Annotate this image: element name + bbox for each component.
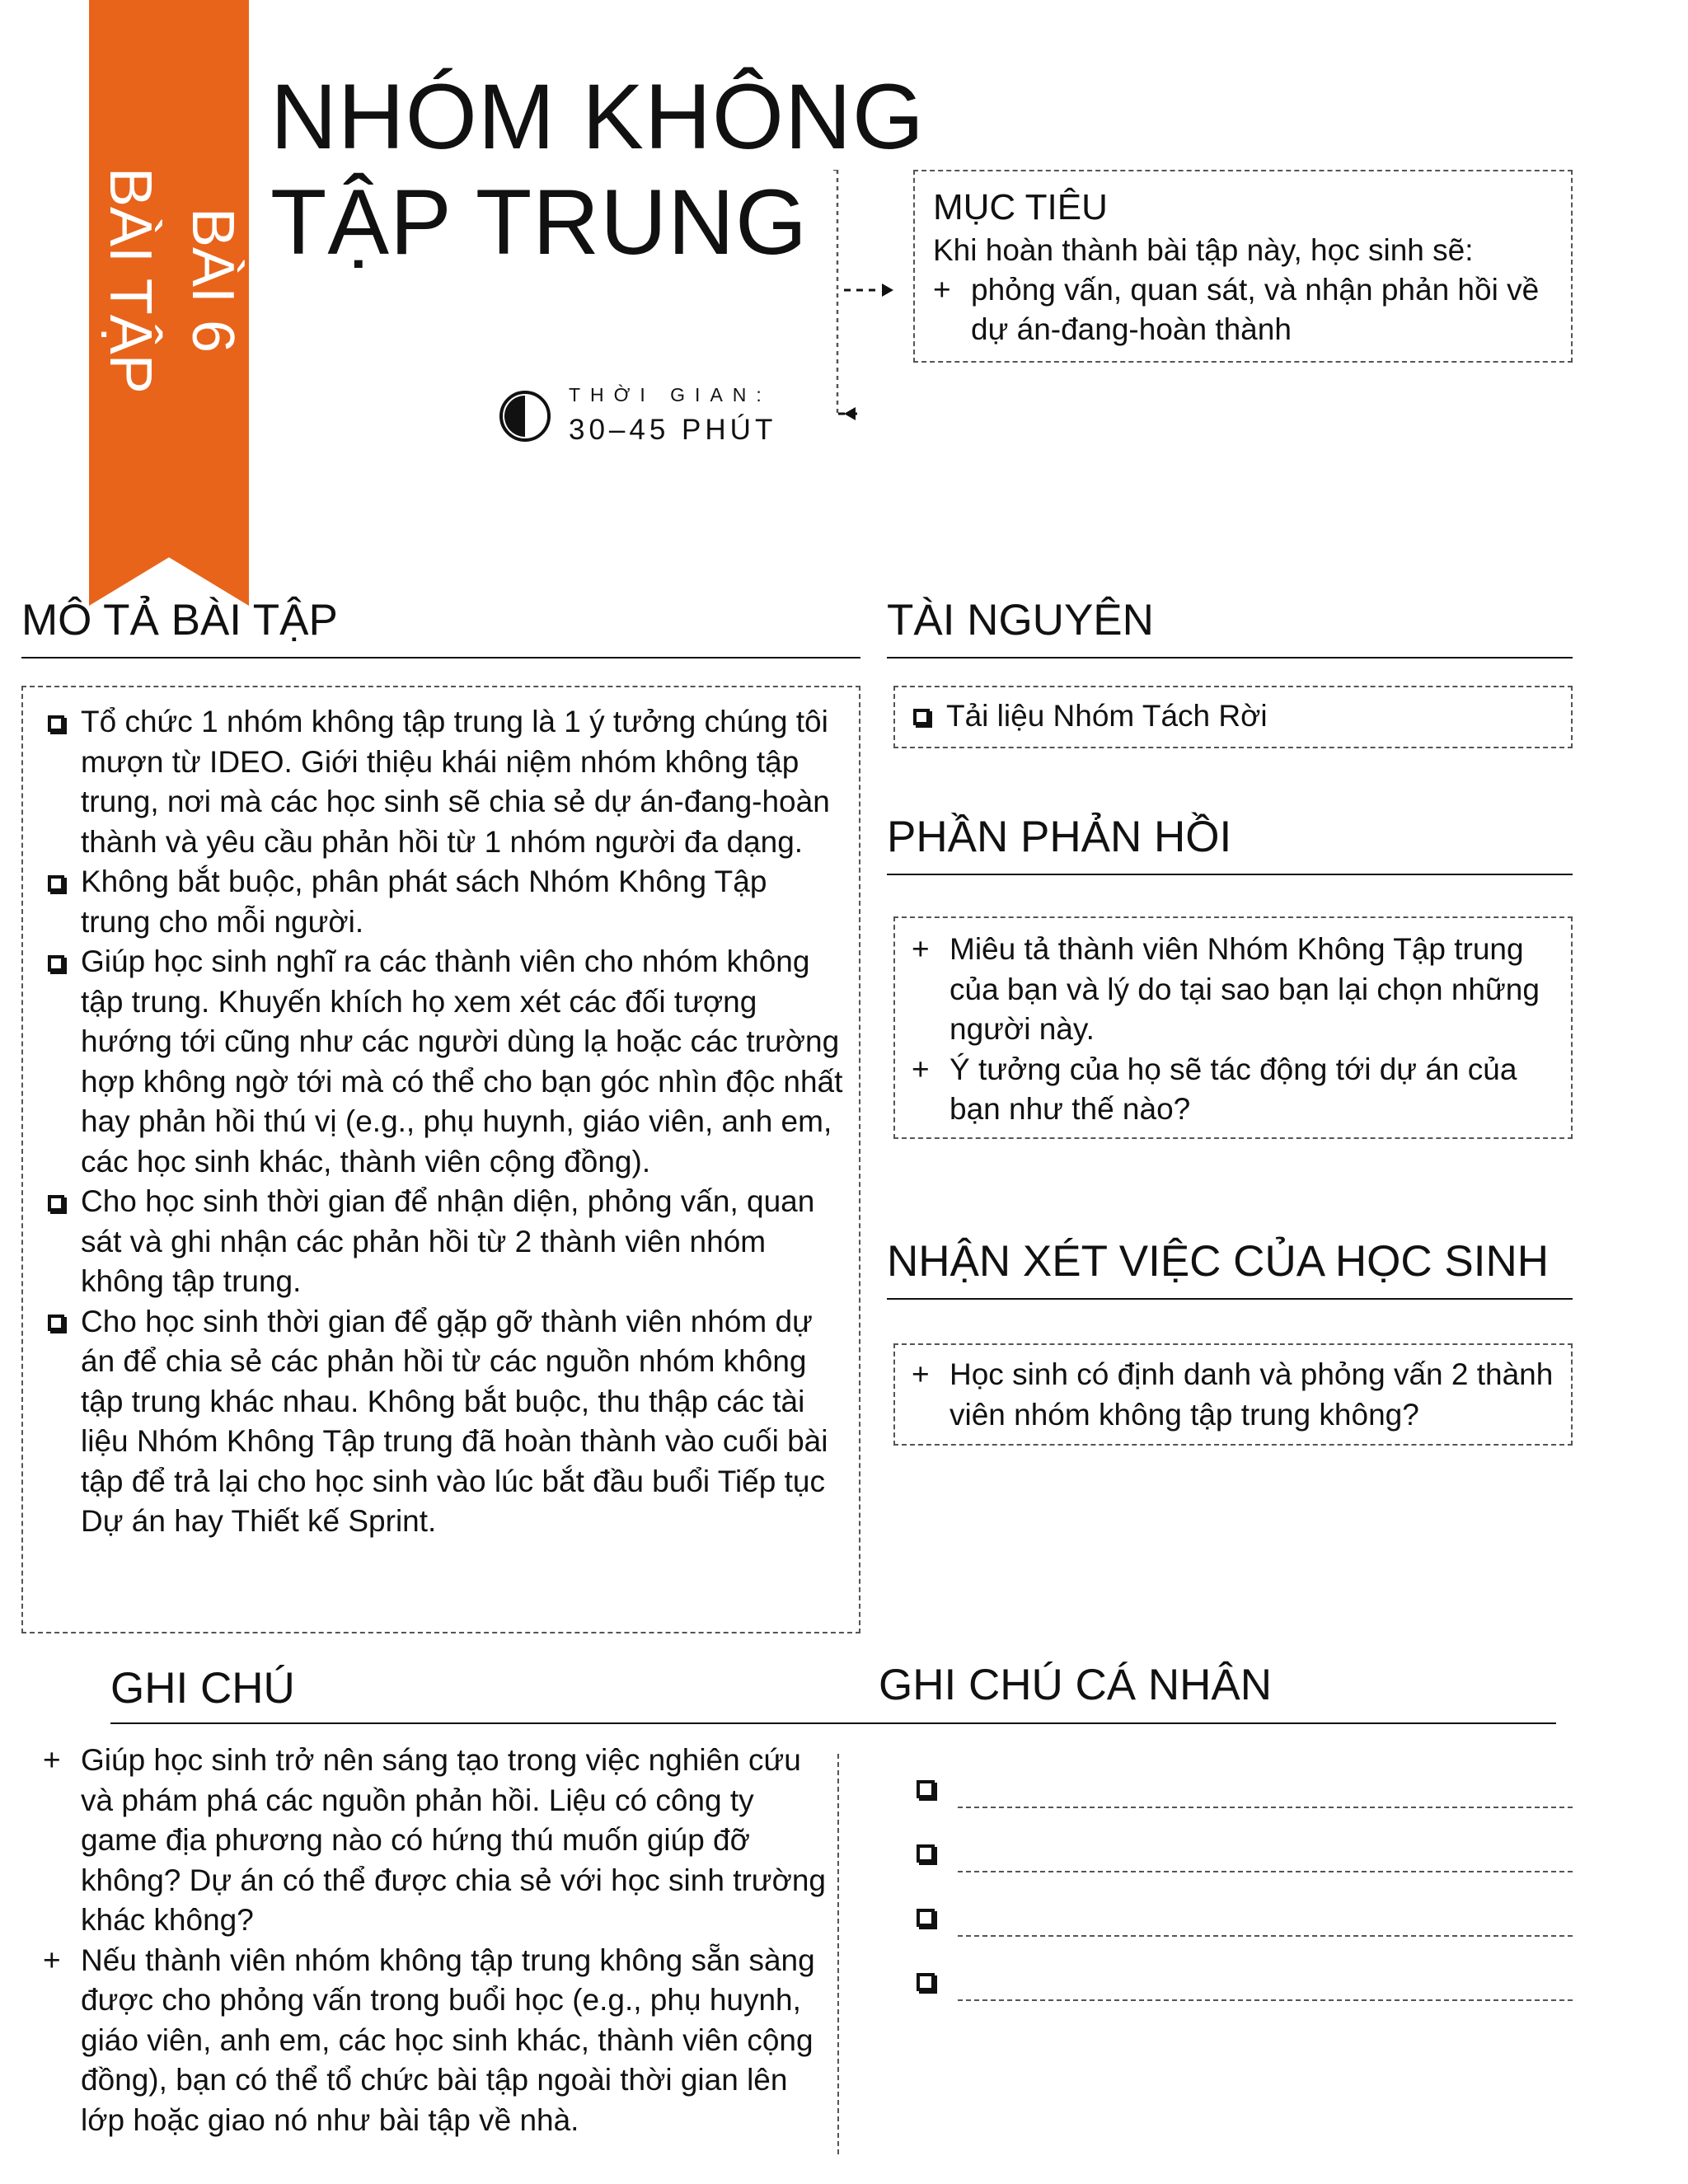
connector-arrows [832,170,893,425]
write-line [958,1871,1573,1872]
list-item: Không bắt buộc, phân phát sách Nhóm Không Tập trung cho mỗi người. [46,862,844,942]
review-heading: NHẬN XÉT VIỆC CỦA HỌC SINH [887,1237,1549,1286]
list-item: + Ý tưởng của họ sẽ tác động tới dự án của bạn như thế nào? [912,1050,1554,1130]
ribbon-line-2: BÀI TẬP [97,166,163,394]
notes-divider [837,1754,839,2154]
checkbox[interactable] [917,1973,935,1991]
checkbox[interactable] [917,1844,935,1863]
feedback-heading: PHẦN PHẢN HỒI [887,813,1232,861]
list-item: + phỏng vấn, quan sát, và nhận phản hồi về dự án-đang-hoàn thành [933,270,1553,349]
personal-note-row[interactable] [912,1775,1573,1811]
list-item: + Nếu thành viên nhóm không tập trung không sẵn sàng được cho phỏng vấn trong buổi học (e.g., phụ huynh, giáo viên, anh em, các học sinh khác, thành viên cộng đồng), bạn có thể tổ chức bài tập ngoài thời gian lên lớp hoặc giao nó như bài tập về nhà. [43,1941,828,2141]
description-list [46,702,844,1542]
objective-list [933,270,1553,349]
list-item: + Miêu tả thành viên Nhóm Không Tập trung của bạn và lý do tại sao bạn lại chọn những người này. [912,930,1554,1050]
list-item: Cho học sinh thời gian để gặp gỡ thành viên nhóm dự án để chia sẻ các phản hồi từ các nguồn nhóm không tập trung khác nhau. Không bắt buộc, thu thập các tài liệu Nhóm Không Tập trung đã hoàn thành vào cuối bài tập để trả lại cho học sinh vào lúc bắt đầu buổi Tiếp tục Dự án hay Thiết kế Sprint. [46,1302,844,1542]
list-item: + Giúp học sinh trở nên sáng tạo trong việc nghiên cứu và phám phá các nguồn phản hồi. Liệu có công ty game địa phương nào có hứng thú muốn giúp đỡ không? Dự án có thể được chia sẻ với học sinh trường khác không? [43,1741,828,1941]
objective-intro: Khi hoàn thành bài tập này, học sinh sẽ: [933,233,1474,267]
write-line [958,1999,1573,2001]
description-box [21,686,860,1633]
list-item: Giúp học sinh nghĩ ra các thành viên cho nhóm không tập trung. Khuyến khích họ xem xét các đối tượng hướng tới cũng như các người dùng lạ hoặc các trường hợp không ngờ tới mà có thể cho bạn góc nhìn độc nhất hay phản hồi thú vị (e.g., phụ huynh, giáo viên, anh em, các học sinh khác, thành viên cộng đồng). [46,942,844,1182]
resources-box [893,686,1573,748]
title-line-2: TẬP TRUNG [270,171,809,274]
personal-note-row[interactable] [912,1904,1573,1940]
list-item: Tải liệu Nhóm Tách Rời [912,696,1554,737]
description-rule [21,657,860,658]
objective-heading: MỤC TIÊU [933,187,1108,227]
notes-heading: GHI CHÚ [110,1664,295,1713]
write-line [958,1807,1573,1808]
list-item: Tổ chức 1 nhóm không tập trung là 1 ý tưởng chúng tôi mượn từ IDEO. Giới thiệu khái niệm nhóm không tập trung, nơi mà các học sinh sẽ chia sẻ dự án-đang-hoàn thành và yêu cầu phản hồi từ 1 nhóm người đa dạng. [46,702,844,862]
checkbox[interactable] [917,1780,935,1798]
resources-rule [887,657,1573,658]
half-circle-icon [498,389,552,443]
feedback-list [912,930,1554,1130]
personal-note-row[interactable] [912,1968,1573,2004]
title-line-1: NHÓM KHÔNG [270,65,925,168]
description-heading: MÔ TẢ BÀI TẬP [21,596,338,644]
feedback-box [893,916,1573,1139]
review-box [893,1343,1573,1446]
resources-list [912,696,1554,737]
time-label: THỜI GIAN: [569,384,771,405]
notes-list [43,1741,828,2140]
objective-box [913,170,1573,363]
notes-rule [110,1722,1556,1724]
write-line [958,1935,1573,1937]
time-value: 30–45 PHÚT [569,414,777,446]
checkbox[interactable] [917,1909,935,1927]
personal-note-row[interactable] [912,1840,1573,1876]
ribbon-label [89,0,249,560]
list-item: Cho học sinh thời gian để nhận diện, phỏng vấn, quan sát và ghi nhận các phản hồi từ 2 thành viên nhóm không tập trung. [46,1182,844,1302]
review-rule [887,1298,1573,1300]
page-title [270,64,925,275]
personal-notes-heading: GHI CHÚ CÁ NHÂN [879,1661,1273,1709]
resources-heading: TÀI NGUYÊN [887,596,1154,644]
notes-list-wrap [43,1741,828,2140]
list-item: + Học sinh có định danh và phỏng vấn 2 thành viên nhóm không tập trung không? [912,1355,1554,1435]
ribbon-line-1: BÀI 6 [180,207,246,354]
review-list [912,1355,1554,1435]
feedback-rule [887,874,1573,875]
